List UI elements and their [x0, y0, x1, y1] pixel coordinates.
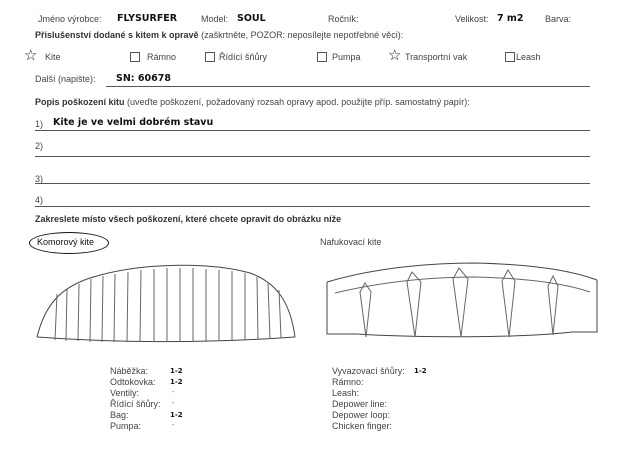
manufacturer-value[interactable]: FLYSURFER: [117, 13, 178, 24]
drawing-instruction: Zakreslete místo všech poškození, které chcete opravit do obrázku níže: [35, 214, 342, 224]
foil-field-value[interactable]: -: [172, 422, 175, 429]
star-check-icon[interactable]: ☆: [24, 46, 38, 64]
foil-kite-label[interactable]: Komorový kite: [37, 237, 95, 247]
inflatable-field-label: Depower line:: [332, 399, 388, 409]
accessory-ramno-label: Rámno: [147, 52, 177, 62]
star-check-icon[interactable]: ☆: [388, 46, 402, 64]
accessory-leash-label: Leash: [516, 52, 541, 62]
foil-field-value[interactable]: 1-2: [170, 378, 183, 386]
damage-title: Popis poškození kitu: [35, 97, 125, 107]
inflatable-kite-drawing[interactable]: [327, 263, 597, 337]
inflatable-field-label: Leash:: [332, 388, 360, 398]
damage-line-text[interactable]: Kite je ve velmi dobrém stavu: [53, 117, 214, 128]
foil-kite-drawing[interactable]: [37, 265, 295, 342]
damage-line-number: 1): [35, 119, 44, 129]
damage-line-number: 2): [35, 141, 44, 151]
foil-field-label: Bag:: [110, 410, 129, 420]
accessory-kite-label: Kite: [45, 52, 61, 62]
inflatable-field-label: Chicken finger:: [332, 421, 393, 431]
other-value[interactable]: SN: 60678: [116, 73, 171, 84]
inflatable-kite-label[interactable]: Nafukovací kite: [320, 237, 382, 247]
accessories-note: (zaškrtněte, POZOR: neposílejte nepotřebné věci):: [201, 30, 404, 40]
size-label: Velikost:: [455, 14, 489, 24]
damage-line-number: 4): [35, 195, 44, 205]
damage-note: (uveďte poškození, požadovaný rozsah opravy apod. použijte příp. samostatný papír):: [127, 97, 470, 107]
foil-field-value[interactable]: -: [172, 400, 175, 407]
foil-field-value[interactable]: 1-2: [170, 411, 183, 419]
accessory-pump-label: Pumpa: [332, 52, 361, 62]
accessory-bag-label: Transportní vak: [405, 52, 468, 62]
manufacturer-label: Jméno výrobce:: [38, 14, 102, 24]
foil-field-label: Pumpa:: [110, 421, 142, 431]
foil-field-label: Ventily:: [110, 388, 140, 398]
model-label: Model:: [201, 14, 229, 24]
other-label: Další (napište):: [35, 74, 96, 84]
inflatable-field-label: Depower loop:: [332, 410, 391, 420]
foil-field-label: Náběžka:: [110, 366, 149, 376]
foil-field-value[interactable]: -: [172, 389, 175, 396]
inflatable-field-value[interactable]: 1-2: [414, 367, 427, 375]
color-label: Barva:: [545, 14, 572, 24]
foil-field-label: Odtokovka:: [110, 377, 156, 387]
foil-field-label: Řídící šňůry:: [110, 399, 161, 409]
accessory-lines-label: Řídící šňůry: [219, 52, 268, 62]
year-label: Ročník:: [328, 14, 359, 24]
accessories-title: Příslušenství dodané s kitem k opravě: [35, 30, 199, 40]
foil-field-value[interactable]: 1-2: [170, 367, 183, 375]
inflatable-field-label: Vyvazovací šňůry:: [332, 366, 405, 376]
model-value[interactable]: SOUL: [237, 13, 266, 24]
damage-line-number: 3): [35, 174, 44, 184]
size-value[interactable]: 7 m2: [497, 13, 524, 24]
inflatable-field-label: Rámno:: [332, 377, 364, 387]
